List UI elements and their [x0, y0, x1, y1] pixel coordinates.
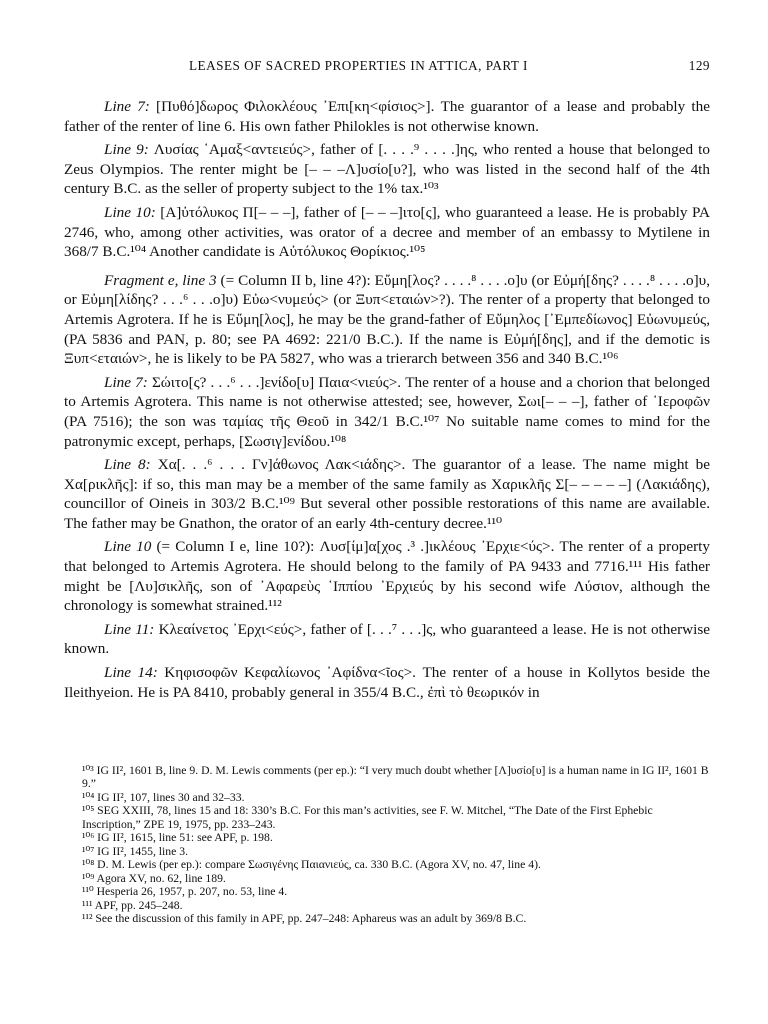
- paragraph-label: Line 9:: [104, 141, 149, 159]
- paragraph-label: Line 10: [104, 538, 152, 556]
- paragraph-text: Λυσίας ῾Αμαξ<αντειεύς>, father of [. . . .⁹ . . . .]ης, who rented a house that belonged to Zeus Olympios. The renter might be [– – –Λ]υσίο[υ?], who was listed in the second half of the 4th century B.C. as the seller of property subject to the 1% tax.¹⁰³: [64, 141, 710, 198]
- paragraph-line-10: [64, 203, 710, 262]
- paragraph-label: Line 11:: [104, 620, 155, 638]
- footnote-108: ¹⁰⁸ D. M. Lewis (per ep.): compare Σωσιγένης Παιανιεύς, ca. 330 B.C. (Agora XV, no. 47, line 4).: [82, 858, 541, 872]
- paragraph-text: Κλεαίνετος ᾿Ερχι<εύς>, father of [. . .⁷ . . .]ς, who guaranteed a lease. He is not otherwise known.: [64, 620, 710, 658]
- paragraph-line-10b: [64, 537, 710, 615]
- paragraph-line-8: [64, 455, 710, 533]
- footnote-110: ¹¹⁰ Hesperia 26, 1957, p. 207, no. 53, line 4.: [82, 885, 288, 899]
- paragraph-text: Κηφισοφῶν Κεφαλίωνος ᾿Αφίδνα<ῖος>. The renter of a house in Kollytos beside the Ileithyeion. He is PA 8410, probably general in 355/4 B.C., ἐπὶ τὸ θεωρικόν in: [64, 664, 710, 701]
- footnote-105: ¹⁰⁵ SEG XXIII, 78, lines 15 and 18: 330’s B.C. For this man’s activities, see F. W. Mitchel, “The Date of the First Ephebic Inscription,” ZPE 19, 1975, pp. 233–243.: [82, 804, 653, 831]
- paragraph-label: Line 7:: [104, 98, 150, 115]
- paragraph-line-11: [64, 620, 710, 659]
- running-head-title: LEASES OF SACRED PROPERTIES IN ATTICA, PART I: [189, 58, 528, 73]
- main-text: [64, 97, 710, 702]
- footnote-103: ¹⁰³ IG II², 1601 B, line 9. D. M. Lewis comments (per ep.): “I very much doubt whether [Λ]υσίο[υ] is a human name in IG II², 1601 B 9.”: [82, 764, 709, 791]
- paragraph-label: Line 8:: [104, 456, 151, 474]
- paragraph-text: [Α]ὐτόλυκος Π[– – –], father of [– – –]ιτο[ς], who guaranteed a lease. He is probably PA 2746, who, among other activities, was orator of a decree and member of an embassy to Mytilene in 368/7 B.C.¹⁰⁴ Another candidate is Αὐτόλυκος Θορίκιος.¹⁰⁵: [64, 203, 711, 261]
- footnote-109: ¹⁰⁹ Agora XV, no. 62, line 189.: [82, 871, 226, 885]
- paragraph-line-14: [64, 663, 710, 702]
- running-header: [64, 58, 710, 80]
- page: [64, 58, 710, 706]
- paragraph-text: [Πυθό]δωρος Φιλοκλέους ᾿Επι[κη<φίσιος>]. The guarantor of a lease and probably the father of the renter of line 6. His own father Philokles is not otherwise known.: [64, 98, 710, 135]
- paragraph-label: Line 7:: [104, 373, 148, 391]
- paragraph-text: (= Column I e, line 10?): Λυσ[ίμ]α[χος .³ .]ικλέους ᾿Ερχιε<ύς>. The renter of a property that belonged to Artemis Agrotera. He should belong to the family of PA 9433 and 7716.¹¹¹ His father might be [Λυ]σικλῆς, son of ᾿Αφαρεὺς ῾Ιππίου ᾿Ερχιεύς by his second wife Λύσιον, although the chronology is somewhat strained.¹¹²: [64, 538, 710, 615]
- paragraph-label: Line 10:: [104, 203, 156, 221]
- paragraph-label: Fragment e, line 3: [104, 271, 217, 289]
- paragraph-text: Σώιτο[ς? . . .⁶ . . .]ενίδο[υ] Παια<νιεύς>. The renter of a house and a chorion that belonged to Artemis Agrotera. This name is not otherwise attested; see, however, Σωι[– – –], father of ῾Ιεροφῶν (PA 7516); the son was ταμίας τῆς Θεοῦ in 342/1 B.C.¹⁰⁷ No suitable name comes to mind for the patronymic except, perhaps, [Σωσιγ]ενίδου.¹⁰⁸: [64, 373, 710, 450]
- paragraph-label: Line 14:: [104, 664, 158, 682]
- paragraph-line-7: [64, 97, 710, 136]
- footnotes: [82, 764, 710, 925]
- paragraph-line-7b: [64, 373, 710, 451]
- paragraph-text: (= Column II b, line 4?): Εὔμη[λος? . . . .⁸ . . . .ο]υ (or Εὐμή[δης? . . . .⁸ . . . .ο]υ, or Εὐμη[λίδης? . . .⁶ . . .ο]υ) Εὐω<νυμεύς> (or Ξυπ<εταιών>?). The renter of a property that belonged to Artemis Agrotera. If he is Εὔμη[λος], he may be the grand-father of Εὔμηλος [᾿Εμπεδίωνος] Εὐωνυμεύς, (PA 5836 and PAN, p. 80; see PA 4692: 221/0 B.C.). If the name is Εὐμή[δης], and if the demotic is Ξυπ<εταιών>, he is likely to be PA 5827, who was a trierarch between 356 and 340 B.C.¹⁰⁶: [64, 271, 710, 368]
- footnote-111: ¹¹¹ APF, pp. 245–248.: [82, 898, 183, 912]
- footnote-106: ¹⁰⁶ IG II², 1615, line 51: see APF, p. 198.: [82, 831, 273, 845]
- paragraph-text: Χα[. . .⁶ . . . Γν]άθωνος Λακ<ιάδης>. The guarantor of a lease. The name might be Χα[ρικλῆς]: if so, this man may be a member of the same family as Χαρικλῆς Σ[– – – – –] (Λακιάδης), councillor of Oineis in 303/2 B.C.¹⁰⁹ But several other possible restorations of this name are available. The father may be Gnathon, the orator of an early 4th-century decree.¹¹⁰: [64, 456, 711, 532]
- footnote-112: ¹¹² See the discussion of this family in APF, pp. 247–248: Aphareus was an adult by 369/8 B.C.: [82, 911, 527, 925]
- page-number: 129: [688, 58, 710, 73]
- paragraph-line-9: [64, 140, 710, 199]
- paragraph-fragment-e-line-3: [64, 271, 710, 369]
- footnote-107: ¹⁰⁷ IG II², 1455, line 3.: [82, 844, 189, 858]
- footnote-104: ¹⁰⁴ IG II², 107, lines 30 and 32–33.: [82, 790, 245, 804]
